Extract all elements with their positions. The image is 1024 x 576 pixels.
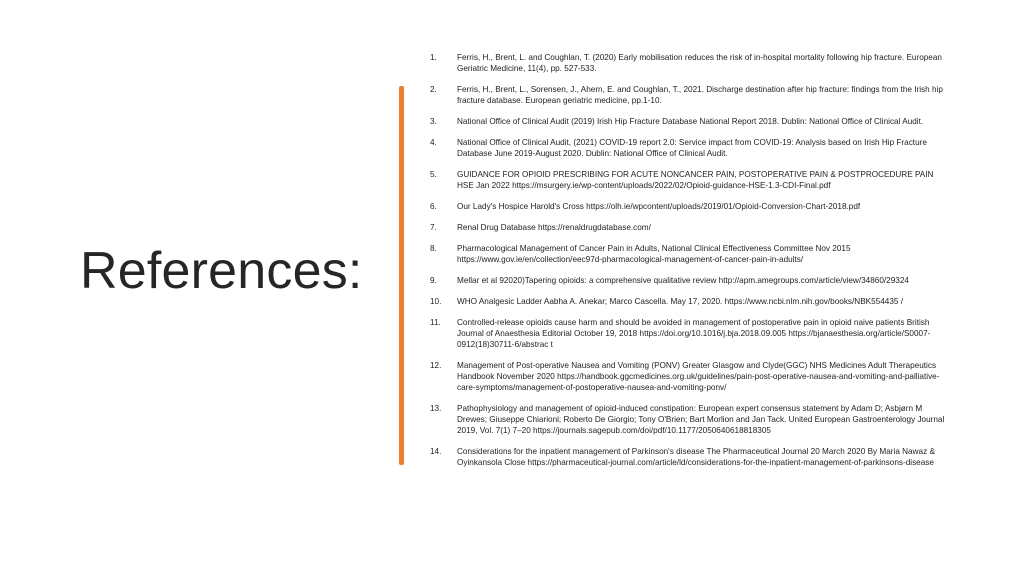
reference-text: Our Lady's Hospice Harold's Cross https://olh.ie/wpcontent/uploads/2019/01/Opioid-Conversion-Chart-2018.pdf — [457, 202, 861, 211]
reference-item — [430, 296, 950, 307]
reference-text: Pharmacological Management of Cancer Pain in Adults, National Clinical Effectiveness Committee Nov 2015 https://www.gov.ie/en/collection/eec97d-pharmacological-management-of-cancer-pain-in-adults/ — [457, 244, 851, 264]
reference-item — [430, 317, 950, 350]
reference-number: 3. — [430, 117, 437, 126]
reference-text: GUIDANCE FOR OPIOID PRESCRIBING FOR ACUTE NONCANCER PAIN, POSTOPERATIVE PAIN & POSTPROCEDURE PAIN HSE Jan 2022 https://msurgery.ie/wp-content/uploads/2022/02/Opioid-guidance-HSE-1.3-CDI-Final.pdf — [457, 170, 934, 190]
reference-number: 5. — [430, 170, 437, 179]
reference-item — [430, 275, 950, 286]
reference-text: Controlled-release opioids cause harm and should be avoided in management of postoperative pain in opioid naive patients British Journal of Anaesthesia Editorial October 19, 2018 https://doi.org/10.1016/j.bja.2018.09.005 https://bjanaesthesia.org/article/S0007-0912(18)30711-6/abstrac t — [457, 318, 931, 349]
reference-text: Ferris, H., Brent, L., Sorensen, J., Ahern, E. and Coughlan, T., 2021. Discharge destination after hip fracture: findings from the Irish hip fracture database. European geriatric medicine, pp.1-10. — [457, 85, 943, 105]
reference-number: 13. — [430, 404, 442, 413]
slide-title: References: — [80, 242, 363, 300]
reference-number: 8. — [430, 244, 437, 253]
accent-divider — [399, 86, 404, 465]
reference-item — [430, 116, 950, 127]
reference-item — [430, 243, 950, 265]
reference-text: Renal Drug Database https://renaldrugdatabase.com/ — [457, 223, 651, 232]
reference-number: 6. — [430, 202, 437, 211]
reference-text: WHO Analgesic Ladder Aabha A. Anekar; Marco Cascella. May 17, 2020. https://www.ncbi.nlm.nih.gov/books/NBK554435 / — [457, 297, 904, 306]
reference-number: 12. — [430, 361, 442, 370]
reference-number: 4. — [430, 138, 437, 147]
reference-item — [430, 137, 950, 159]
reference-item — [430, 84, 950, 106]
reference-item — [430, 403, 950, 436]
reference-number: 2. — [430, 85, 437, 94]
reference-number: 11. — [430, 318, 441, 327]
reference-number: 10. — [430, 297, 442, 306]
reference-item — [430, 360, 950, 393]
reference-text: Pathophysiology and management of opioid-induced constipation: European expert consensus statement by Adam D; Asbjørn M Drewes; Giuseppe Chiarioni; Roberto De Giorgio; Tony O'Brien; Bart Morlion and Jan Tack. United European Gastroenterology Journal 2019, Vol. 7(1) 7–20 https://journals.sagepub.com/doi/pdf/10.1177/2050640618818305 — [457, 404, 945, 435]
reference-item — [430, 169, 950, 191]
reference-text: Considerations for the inpatient management of Parkinson's disease The Pharmaceutical Journal 20 March 2020 By Maria Nawaz & Oyinkansola Close https://pharmaceutical-journal.com/article/ld/considerations-for-the-inpatient-management-of-parkinsons-disease — [457, 447, 935, 467]
reference-number: 7. — [430, 223, 437, 232]
reference-text: Ferris, H., Brent, L. and Coughlan, T. (2020) Early mobilisation reduces the risk of in-hospital mortality following hip fracture. European Geriatric Medicine, 11(4), pp. 527-533. — [457, 53, 942, 73]
reference-text: National Office of Clinical Audit (2019) Irish Hip Fracture Database National Report 2018. Dublin: National Office of Clinical Audit. — [457, 117, 924, 126]
reference-text: Mellar et al 92020)Tapering opioids: a comprehensive qualitative review http://apm.amegroups.com/article/view/34860/29324 — [457, 276, 909, 285]
reference-number: 1. — [430, 53, 437, 62]
reference-text: Management of Post-operative Nausea and Vomiting (PONV) Greater Glasgow and Clyde(GGC) NHS Medicines Adult Therapeutics Handbook November 2020 https://handbook.ggcmedicines.org.uk/guidelines/pain-post-operative-nausea-and-vomiting-and-palliative-care-symptoms/management-of-postoperative-nausea-and-vomiting-ponv/ — [457, 361, 940, 392]
reference-list — [430, 52, 950, 478]
reference-item — [430, 201, 950, 212]
reference-number: 14. — [430, 447, 442, 456]
reference-text: National Office of Clinical Audit, (2021) COVID-19 report 2.0: Service impact from COVID-19: Analysis based on Irish Hip Fracture Database June 2019-August 2020. Dublin: National Office of Clinical Audit. — [457, 138, 927, 158]
reference-item — [430, 52, 950, 74]
reference-number: 9. — [430, 276, 437, 285]
reference-item — [430, 446, 950, 468]
reference-item — [430, 222, 950, 233]
